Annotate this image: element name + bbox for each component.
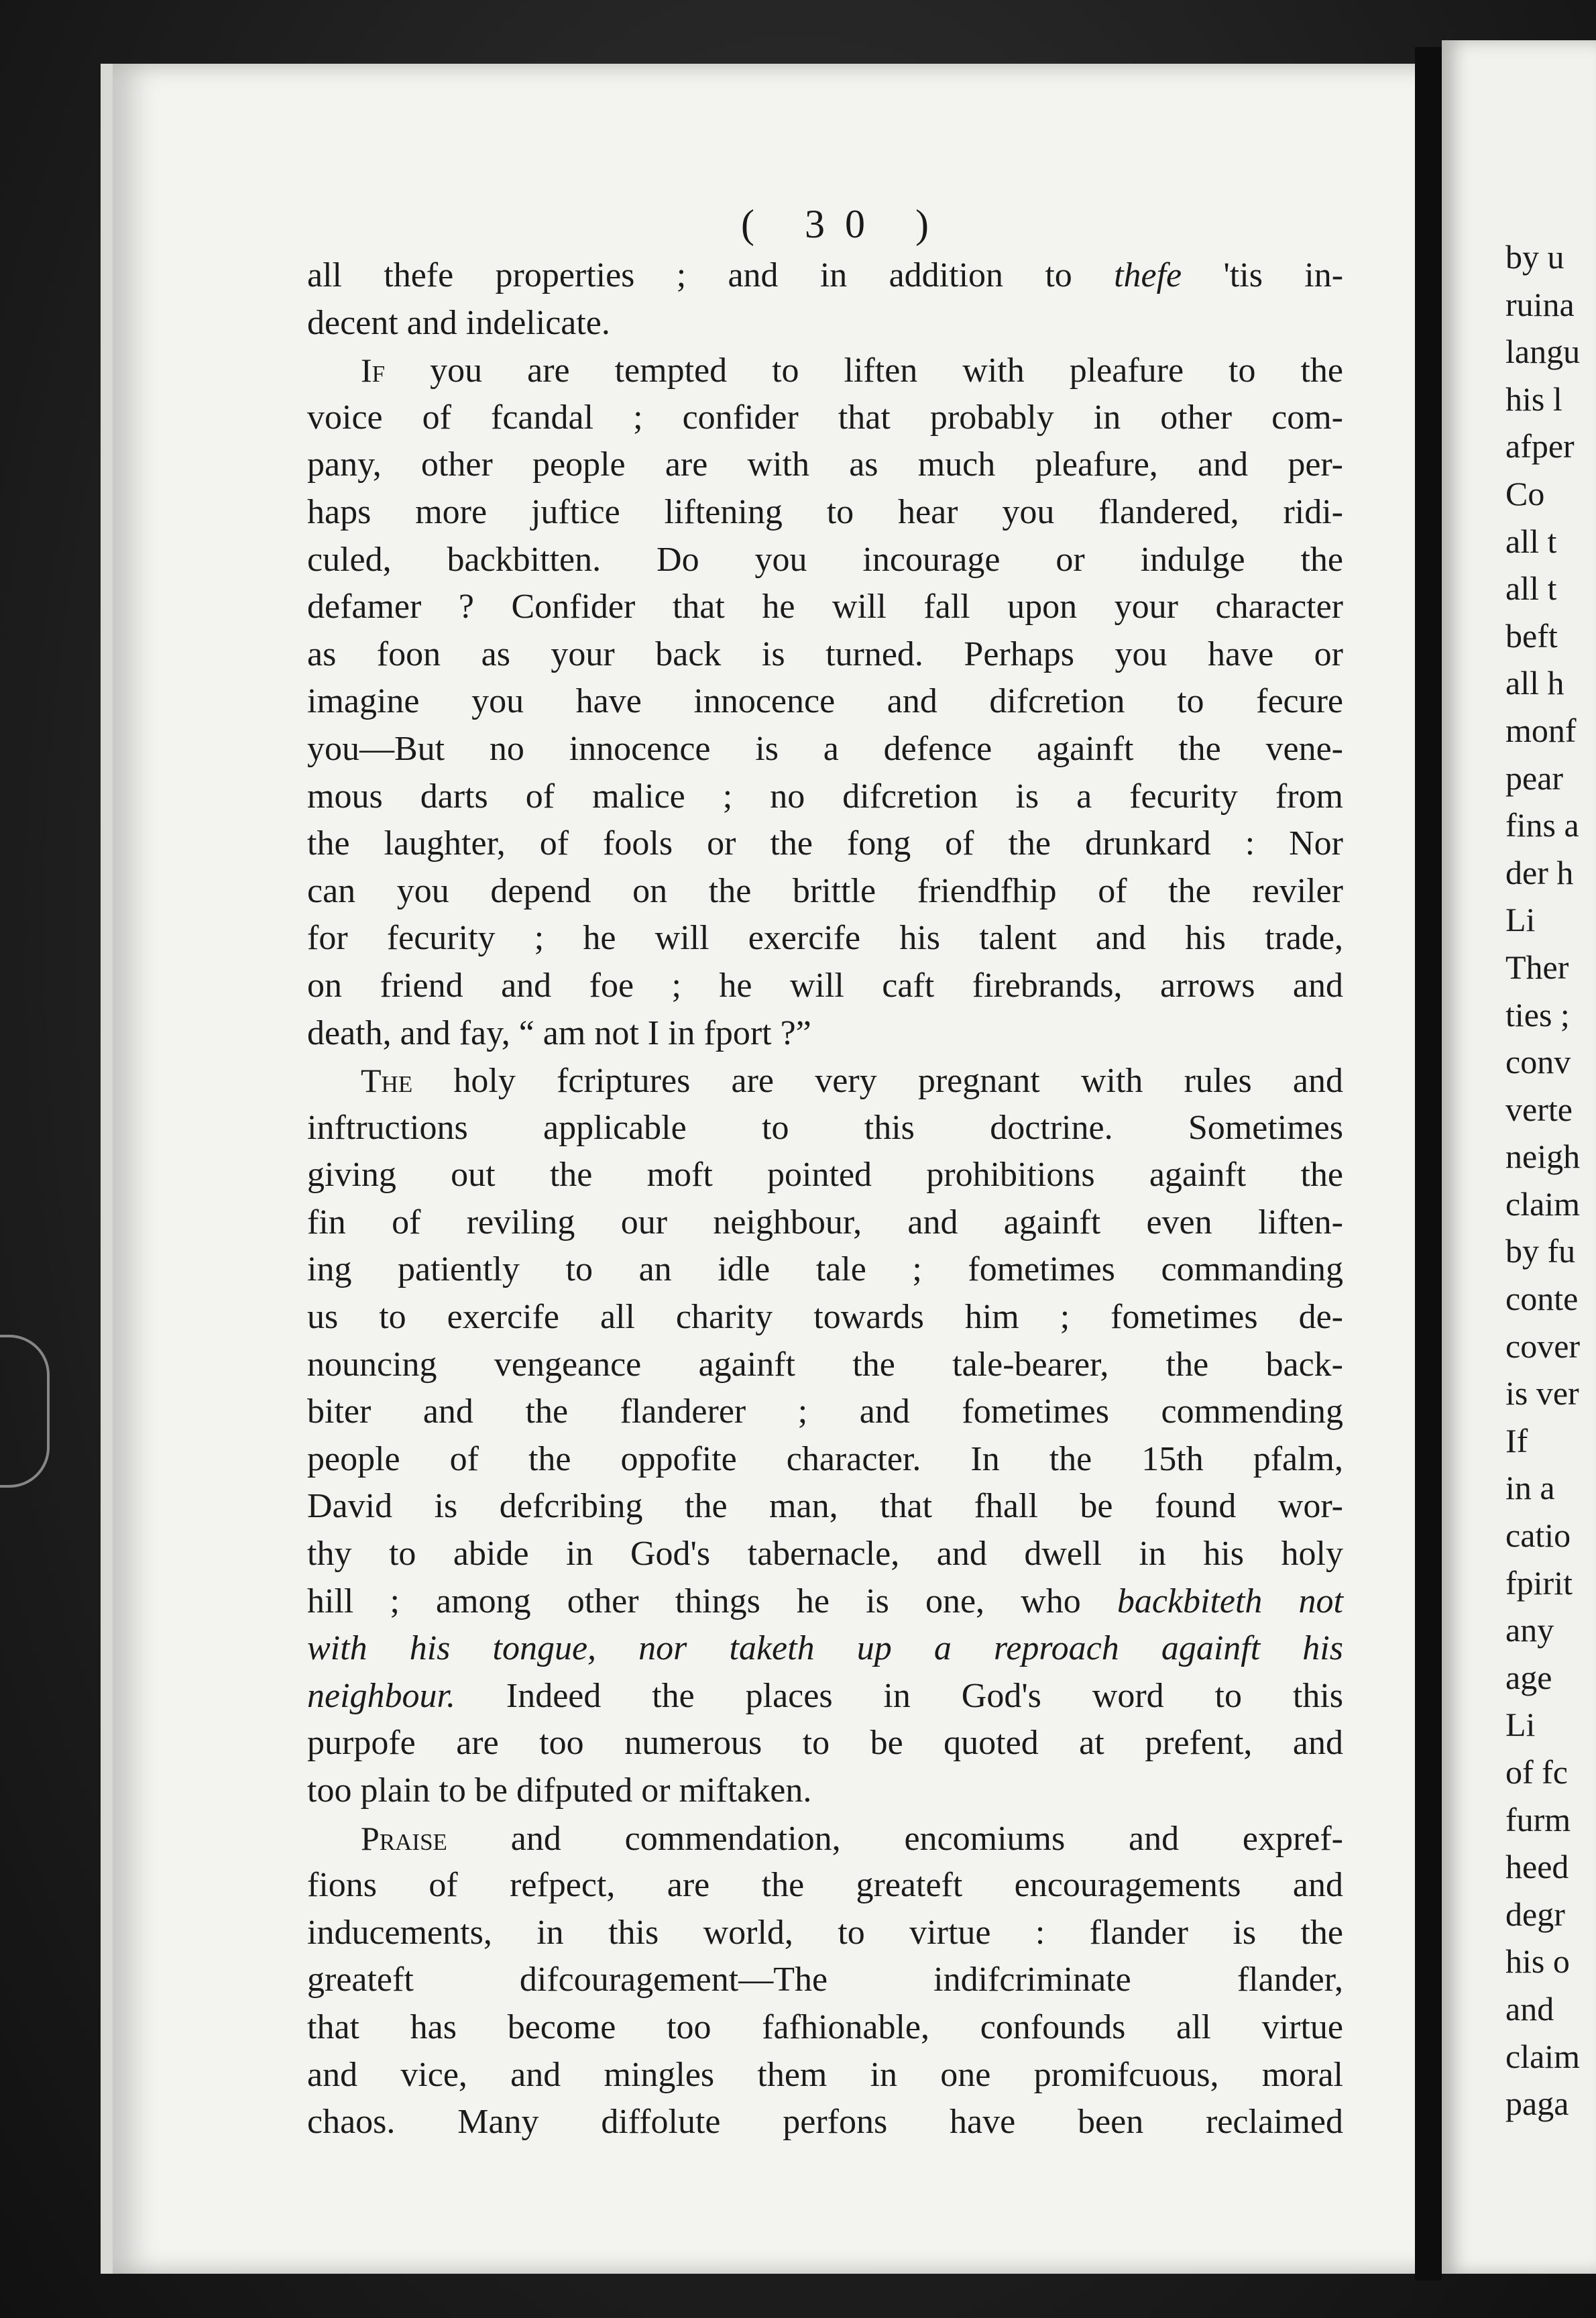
line-text: greateft difcouragement—The indifcriminate flander, [307,1961,1343,1999]
right-page-fragment: is ver [1505,1374,1579,1413]
right-page-fragment: by fu [1505,1232,1576,1270]
text-line [307,1673,1343,1720]
line-text: on friend and foe ; he will caft firebrands, arrows and [307,966,1343,1005]
text-line [307,631,1343,679]
line-text: death, and fay, “ am not I in fport ?” [307,1013,811,1052]
line-text: voice of fcandal ; confider that probably in other com- [307,398,1343,437]
line-text-tail: 'tis in- [1182,256,1344,294]
line-text: you are tempted to liften with pleafure to the [385,351,1343,390]
text-line [307,2004,1343,2052]
right-page-fragment: pear [1505,759,1564,797]
right-page-fragment: monf [1505,711,1577,749]
text-line [307,1862,1343,1910]
text-line [307,1152,1343,1199]
right-page-fragment: If [1505,1421,1528,1459]
text-line [307,962,1343,1010]
right-page-fragment: beft [1505,616,1558,655]
right-page-fragment: neigh [1505,1138,1581,1176]
paragraph-lead-word: The [361,1062,413,1100]
line-text: culed, backbitten. Do you incourage or indulge the [307,540,1343,579]
text-line [307,678,1343,726]
right-page-fragment: cover [1505,1327,1581,1365]
text-line [307,1625,1343,1673]
line-text-tail: Indeed the places in God's word to this [455,1676,1343,1715]
right-page-fragment: of fc [1505,1753,1568,1791]
line-text: ing patiently to an idle tale ; fometimes commanding [307,1250,1343,1289]
line-text: hill ; among other things he is one, who [307,1582,1117,1620]
line-text: mous darts of malice ; no difcretion is a fecurity from [307,777,1343,816]
line-text: nouncing vengeance againft the tale-bearer, the back- [307,1345,1343,1384]
line-text: can you depend on the brittle friendfhip of the reviler [307,871,1343,910]
italic-text: backbiteth not [1117,1582,1344,1620]
line-text: purpofe are too numerous to be quoted at prefent, and [307,1724,1343,1763]
text-line [307,1199,1343,1247]
line-text: too plain to be difputed or miftaken. [307,1771,812,1810]
line-text: imagine you have innocence and difcretion to fecure [307,682,1343,721]
line-text: and commendation, encomiums and expref- [447,1819,1343,1858]
line-text: David is defcribing the man, that fhall be found wor- [307,1487,1343,1526]
text-line [307,1910,1343,1957]
text-line [307,915,1343,962]
right-page-fragment: age [1505,1658,1552,1696]
right-page-fragment: degr [1505,1895,1565,1933]
right-page-fragment: any [1505,1611,1554,1649]
text-line [307,489,1343,537]
text-line [307,1956,1343,2004]
line-text: inducements, in this world, to virtue : flander is the [307,1913,1343,1952]
right-page-fragment: his o [1505,1942,1570,1981]
line-text: fin of reviling our neighbour, and againft even liften- [307,1203,1343,1241]
text-line [307,1057,1343,1105]
italic-text: thefe [1114,256,1182,294]
line-text: holy fcriptures are very pregnant with rules and [412,1062,1343,1101]
book-gutter [1415,47,1442,2280]
right-page-fragment: his l [1505,380,1562,418]
right-page-fragment: afper [1505,427,1575,465]
text-line [307,1436,1343,1484]
text-line [307,1815,1343,1863]
line-text: people of the oppofite character. In the 15th pfalm, [307,1439,1343,1478]
line-text: thy to abide in God's tabernacle, and dwell in his holy [307,1535,1343,1574]
right-page-fragment: claim [1505,2037,1581,2075]
right-page-fragment: Ther [1505,948,1569,986]
text-line [307,1246,1343,1294]
line-text: and vice, and mingles them in one promifcuous, moral [307,2055,1343,2094]
right-page-fragment: by u [1505,238,1564,276]
line-text: fions of refpect, are the greateft encouragements and [307,1866,1343,1905]
right-page-fragment: furm [1505,1800,1571,1838]
text-line [307,1578,1343,1626]
right-page-fragment: conte [1505,1280,1579,1318]
line-text: haps more juftice liftening to hear you flandered, ridi- [307,492,1343,531]
line-text: all thefe properties ; and in addition to [307,256,1115,294]
line-text: that has become too fafhionable, confounds all virtue [307,2007,1343,2046]
right-page-fragment: langu [1505,333,1581,371]
paragraph-lead-word: If [361,351,386,390]
right-page-fragment: paga [1505,2085,1569,2123]
text-line [307,868,1343,916]
right-page-fragment: all h [1505,664,1564,702]
text-line [307,394,1343,442]
text-line [307,1720,1343,1767]
right-page-fragment: all t [1505,522,1557,560]
paragraph-lead-word: Praise [361,1819,447,1857]
text-line [307,1388,1343,1436]
page-number: ( 30 ) [741,202,949,246]
line-text: biter and the flanderer ; and fometimes commending [307,1392,1343,1431]
text-line [307,773,1343,821]
text-line [307,2052,1343,2099]
text-line [307,347,1343,394]
right-page-fragment: and [1505,1989,1554,2028]
text-line [307,300,1343,347]
line-text: chaos. Many diffolute perfons have been reclaimed [307,2103,1343,2142]
text-line [307,2099,1343,2146]
text-line [307,1294,1343,1341]
line-text: the laughter, of fools or the fong of the drunkard : Nor [307,824,1343,863]
right-page-fragment: ruina [1505,285,1575,323]
text-line [307,252,1343,300]
main-text-block [307,252,1343,2146]
line-text: us to exercife all charity towards him ; fometimes de- [307,1298,1343,1337]
line-text: giving out the moft pointed prohibitions againft the [307,1156,1343,1195]
text-line [307,1341,1343,1389]
text-line [307,441,1343,489]
text-line [307,820,1343,868]
right-page-text-fragments [1505,233,1596,2128]
right-page-fragment: claim [1505,1184,1581,1223]
right-page-fragment: in a [1505,1469,1555,1507]
line-text: decent and indelicate. [307,303,610,342]
italic-text: neighbour. [307,1676,455,1715]
text-line [307,726,1343,773]
right-page-fragment: heed [1505,1848,1569,1886]
line-text: defamer ? Confider that he will fall upon your character [307,588,1343,626]
line-text: as foon as your back is turned. Perhaps you have or [307,634,1343,673]
line-text: inftructions applicable to this doctrine. Sometimes [307,1108,1343,1147]
right-page-fragment: fins a [1505,806,1579,844]
right-page-fragment: all t [1505,569,1557,608]
right-page-fragment: Co [1505,474,1545,512]
text-line [307,1010,1343,1058]
right-page-fragment: Li [1505,1706,1536,1744]
text-line [307,1531,1343,1578]
right-page-fragment: catio [1505,1516,1571,1555]
right-page-fragment: ties ; [1505,995,1570,1034]
right-page-fragment: fpirit [1505,1563,1573,1602]
text-line [307,1483,1343,1531]
text-line [307,1767,1343,1815]
italic-text: with his tongue, nor taketh up a reproach againft his [307,1629,1343,1668]
right-page-fragment: der h [1505,853,1574,891]
line-text: pany, other people are with as much pleafure, and per- [307,445,1343,484]
right-page-fragment: verte [1505,1090,1573,1128]
text-line [307,584,1343,631]
text-line [307,1105,1343,1152]
line-text: for fecurity ; he will exercife his talent and his trade, [307,919,1343,958]
text-line [307,537,1343,584]
adjacent-page-edge [0,1335,50,1488]
right-page-fragment: conv [1505,1043,1571,1081]
line-text: you—But no innocence is a defence againft the vene- [307,729,1343,768]
right-page-fragment: Li [1505,901,1536,939]
